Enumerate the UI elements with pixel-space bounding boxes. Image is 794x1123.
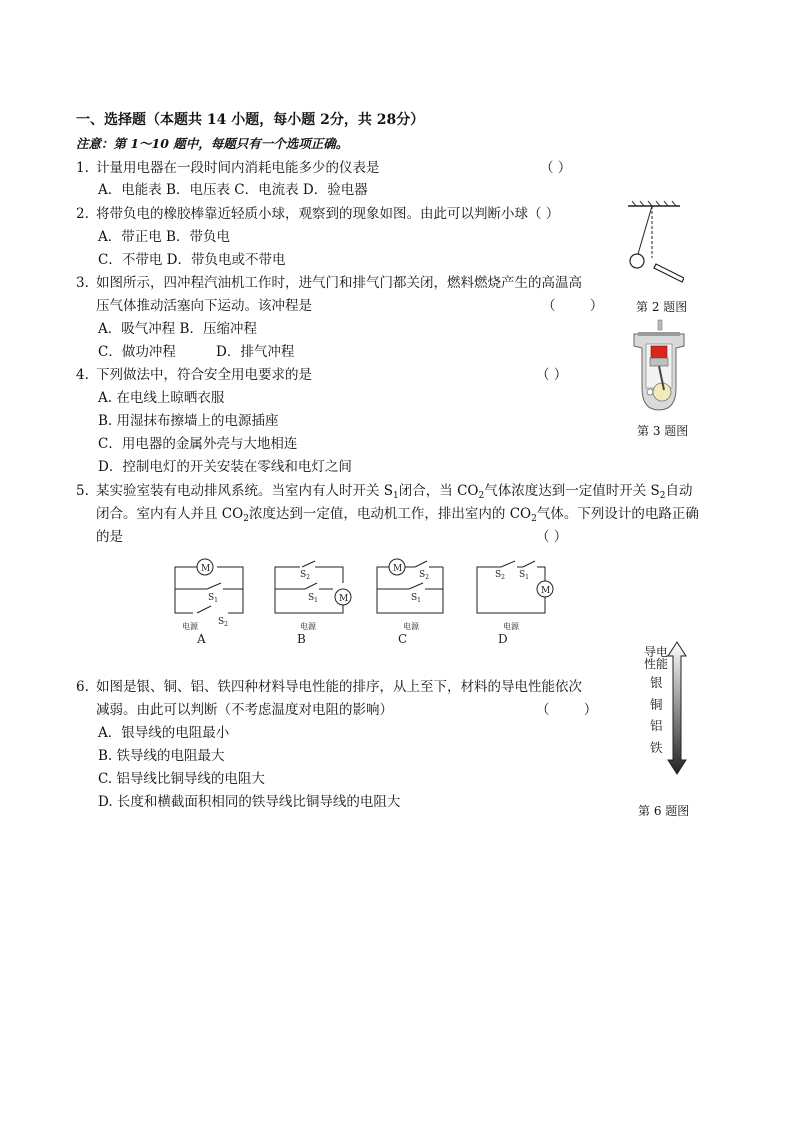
- question-stem: 下列做法中，符合安全用电要求的是: [96, 367, 312, 383]
- switch-sub: 1: [417, 597, 421, 604]
- switch-s: S: [519, 570, 526, 580]
- material-aluminum: 铝: [650, 718, 663, 733]
- text-run: 某实验室装有电动排风系统。当室内有人时开关 S: [96, 483, 394, 499]
- question-options: D. 长度和横截面积相同的铁导线比铜导线的电阻大: [98, 794, 401, 810]
- section-note: 注意：第 1～10 题中，每题只有一个选项正确。: [76, 136, 349, 151]
- motor-label: M: [393, 564, 403, 574]
- question-options: C．做功冲程: [98, 344, 176, 360]
- option-letter: D: [498, 632, 508, 646]
- answer-paren: （ ）: [536, 367, 568, 383]
- pendulum-figure: [624, 198, 684, 286]
- circuit-c: [377, 559, 443, 613]
- option-letter: C: [398, 632, 408, 646]
- switch-s: S: [495, 570, 502, 580]
- material-iron: 铁: [650, 739, 663, 755]
- motor-label: M: [541, 586, 551, 596]
- switch-s: S: [300, 570, 307, 580]
- question-options: C．不带电 D．带负电或不带电: [98, 252, 286, 268]
- switch-sub: 2: [224, 621, 228, 628]
- motor-label: M: [339, 594, 349, 604]
- power-label: 电源: [403, 622, 419, 631]
- figure-caption: 第 2 题图: [636, 300, 688, 314]
- switch-label: [208, 593, 218, 604]
- switch-sub: 1: [525, 574, 529, 581]
- question-stem-line-2: [96, 506, 699, 527]
- answer-paren: （ ）: [536, 702, 598, 718]
- motor-label: M: [201, 564, 211, 574]
- switch-sub: 2: [501, 574, 505, 581]
- switch-label: [308, 593, 318, 604]
- option-letter: A: [197, 632, 206, 646]
- question-options: C．用电器的金属外壳与大地相连: [98, 436, 298, 452]
- answer-paren: （ ）: [542, 298, 604, 314]
- double-arrow-icon: [666, 640, 688, 776]
- subscript: 1: [393, 491, 399, 501]
- option-letter: B: [297, 632, 306, 646]
- switch-label: [495, 570, 505, 581]
- text-run: 气体。下列设计的电路正确: [536, 506, 699, 522]
- switch-sub: 1: [214, 597, 218, 604]
- question-options: D．排气冲程: [216, 344, 295, 360]
- subscript: 2: [243, 514, 249, 524]
- question-stem: 如图是银、铜、铝、铁四种材料导电性能的排序，从上至下，材料的导电性能依次: [96, 679, 582, 695]
- engine-figure: [628, 318, 690, 414]
- question-options: B. 铁导线的电阻最大: [98, 748, 225, 764]
- question-stem: 的是: [96, 529, 123, 545]
- switch-label: [300, 570, 310, 581]
- text-run: 闭合，当 CO: [398, 483, 479, 499]
- question-options: A. 在电线上晾晒衣服: [98, 390, 225, 406]
- figure-caption: 第 3 题图: [637, 424, 689, 438]
- question-number: 4.: [76, 367, 89, 383]
- section-title: 一、选择题（本题共 14 小题，每小题 2分，共 28分）: [76, 112, 425, 128]
- question-stem: 压气体推动活塞向下运动。该冲程是: [96, 298, 312, 314]
- question-number: 6.: [76, 679, 89, 695]
- circuit-b: [275, 561, 351, 613]
- subscript: 2: [659, 491, 666, 501]
- conductivity-label: [644, 646, 668, 670]
- question-number: 3.: [76, 275, 89, 291]
- switch-label: [411, 593, 421, 604]
- question-options: A．电能表 B．电压表 C．电流表 D．验电器: [98, 182, 368, 198]
- material-list: [650, 672, 663, 758]
- switch-s: S: [411, 593, 418, 603]
- question-number: 2.: [76, 206, 89, 222]
- switch-sub: 1: [314, 597, 318, 604]
- switch-sub: 2: [425, 574, 429, 581]
- question-stem: 将带负电的橡胶棒靠近轻质小球，观察到的现象如图。由此可以判断小球（ ）: [96, 206, 560, 222]
- switch-s: S: [308, 593, 315, 603]
- switch-s: S: [208, 593, 215, 603]
- figure-caption: 第 6 题图: [638, 804, 690, 818]
- question-number: 1.: [76, 160, 89, 176]
- subscript: 2: [531, 514, 537, 524]
- switch-sub: 2: [306, 574, 310, 581]
- text-run: 闭合。室内有人并且 CO: [96, 506, 244, 522]
- power-label: 电源: [182, 622, 198, 631]
- question-stem: 如图所示，四冲程汽油机工作时，进气门和排气门都关闭，燃料燃烧产生的高温高: [96, 275, 582, 291]
- question-options: A．带正电 B．带负电: [98, 229, 230, 245]
- question-number: 5.: [76, 483, 89, 499]
- answer-paren: （ ）: [536, 529, 568, 545]
- material-copper: 铜: [650, 696, 663, 712]
- question-options: A．银导线的电阻最小: [98, 725, 230, 741]
- label-line: 导电: [644, 645, 669, 659]
- text-run: 自动: [665, 483, 693, 499]
- circuit-diagrams: [165, 553, 565, 648]
- question-options: A．吸气冲程 B．压缩冲程: [98, 321, 257, 337]
- label-line: 性能: [644, 657, 669, 671]
- answer-paren: （ ）: [540, 160, 572, 176]
- switch-s: S: [218, 617, 225, 627]
- question-stem-line-1: [96, 483, 693, 504]
- text-run: 浓度达到一定值，电动机工作，排出室内的 CO: [248, 506, 532, 522]
- power-label: 电源: [300, 622, 316, 631]
- subscript: 2: [478, 491, 485, 501]
- question-options: D．控制电灯的开关安装在零线和电灯之间: [98, 459, 352, 475]
- question-options: B. 用湿抹布擦墙上的电源插座: [98, 413, 279, 429]
- text-run: 气体浓度达到一定值时开关 S: [484, 483, 660, 499]
- switch-s: S: [419, 570, 426, 580]
- switch-label: [218, 617, 228, 628]
- power-label: 电源: [503, 622, 519, 631]
- question-options: C. 铝导线比铜导线的电阻大: [98, 771, 265, 787]
- material-silver: 银: [650, 675, 663, 690]
- question-stem: 计量用电器在一段时间内消耗电能多少的仪表是: [96, 160, 380, 176]
- switch-label: [519, 570, 529, 581]
- question-stem: 减弱。由此可以判断（不考虑温度对电阻的影响）: [96, 702, 393, 718]
- switch-label: [419, 570, 429, 581]
